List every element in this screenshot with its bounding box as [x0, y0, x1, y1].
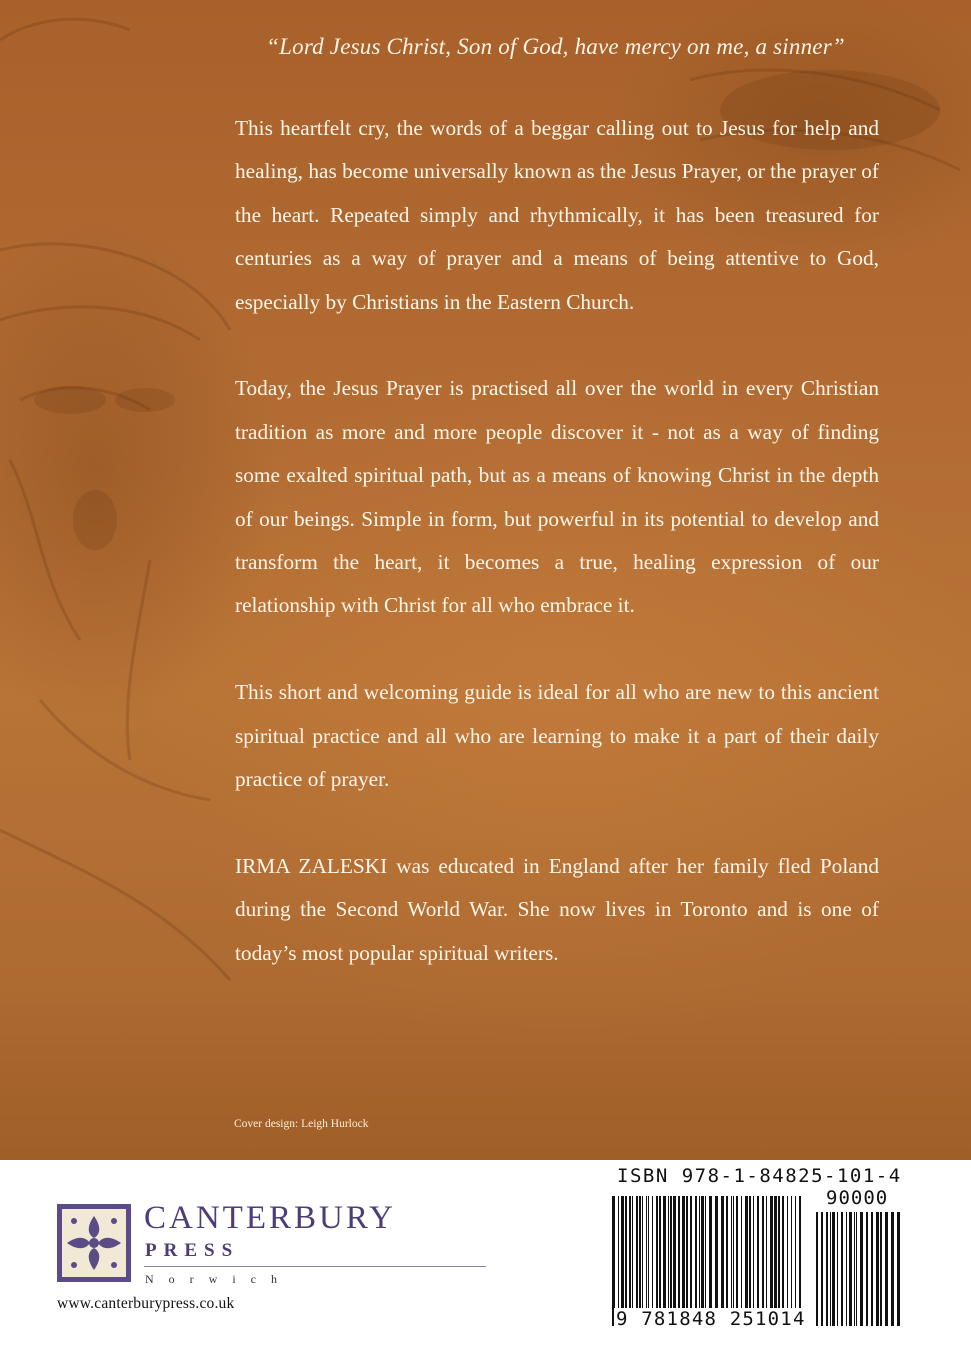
- publisher-press: PRESS: [145, 1240, 240, 1261]
- ean-digits: 9 781848 251014: [616, 1308, 806, 1330]
- paragraph-guide: This short and welcoming guide is ideal for all who are new to this ancient spiritual practice and all who are learning to make it a part of their daily practice of prayer.: [235, 680, 879, 792]
- addon-barcode: [816, 1212, 904, 1326]
- barcode-addon-code: 90000: [826, 1187, 889, 1209]
- cover-design-credit: Cover design: Leigh Hurlock: [234, 1118, 369, 1130]
- paragraph-intro: This heartfelt cry, the words of a beggar calling out to Jesus for help and healing, has become universally known as the Jesus Prayer, or the prayer of the heart. Repeated simply and rhythmically, it has been treasured for centuries as a way of prayer and a means of being attentive to God, especially by Christians in the Eastern Church.: [235, 116, 879, 314]
- isbn-number: ISBN 978-1-84825-101-4: [617, 1165, 902, 1187]
- ean-barcode: [612, 1196, 802, 1326]
- description-text: [235, 107, 879, 1018]
- publisher-website: www.canterburypress.co.uk: [57, 1295, 235, 1312]
- canterbury-cross-logo: [57, 1204, 131, 1282]
- paragraph-author-bio: IRMA ZALESKI was educated in England after her family fled Poland during the Second World War. She now lives in Toronto and is one of today’s most popular spiritual writers.: [235, 853, 879, 965]
- publisher-divider: [144, 1266, 486, 1267]
- publisher-name: CANTERBURY: [144, 1200, 396, 1236]
- publisher-strip: [0, 1160, 971, 1360]
- publisher-city: Norwich: [145, 1272, 292, 1286]
- paragraph-today: Today, the Jesus Prayer is practised all over the world in every Christian tradition as more and more people discover it - not as a way of finding some exalted spiritual path, but as a means of knowing Christ in the depth of our beings. Simple in form, but powerful in its potential to develop and transform the heart, it becomes a true, healing expression of our relationship with Christ for all who embrace it.: [235, 376, 879, 618]
- jesus-prayer-quote: “Lord Jesus Christ, Son of God, have mercy on me, a sinner”: [266, 34, 845, 59]
